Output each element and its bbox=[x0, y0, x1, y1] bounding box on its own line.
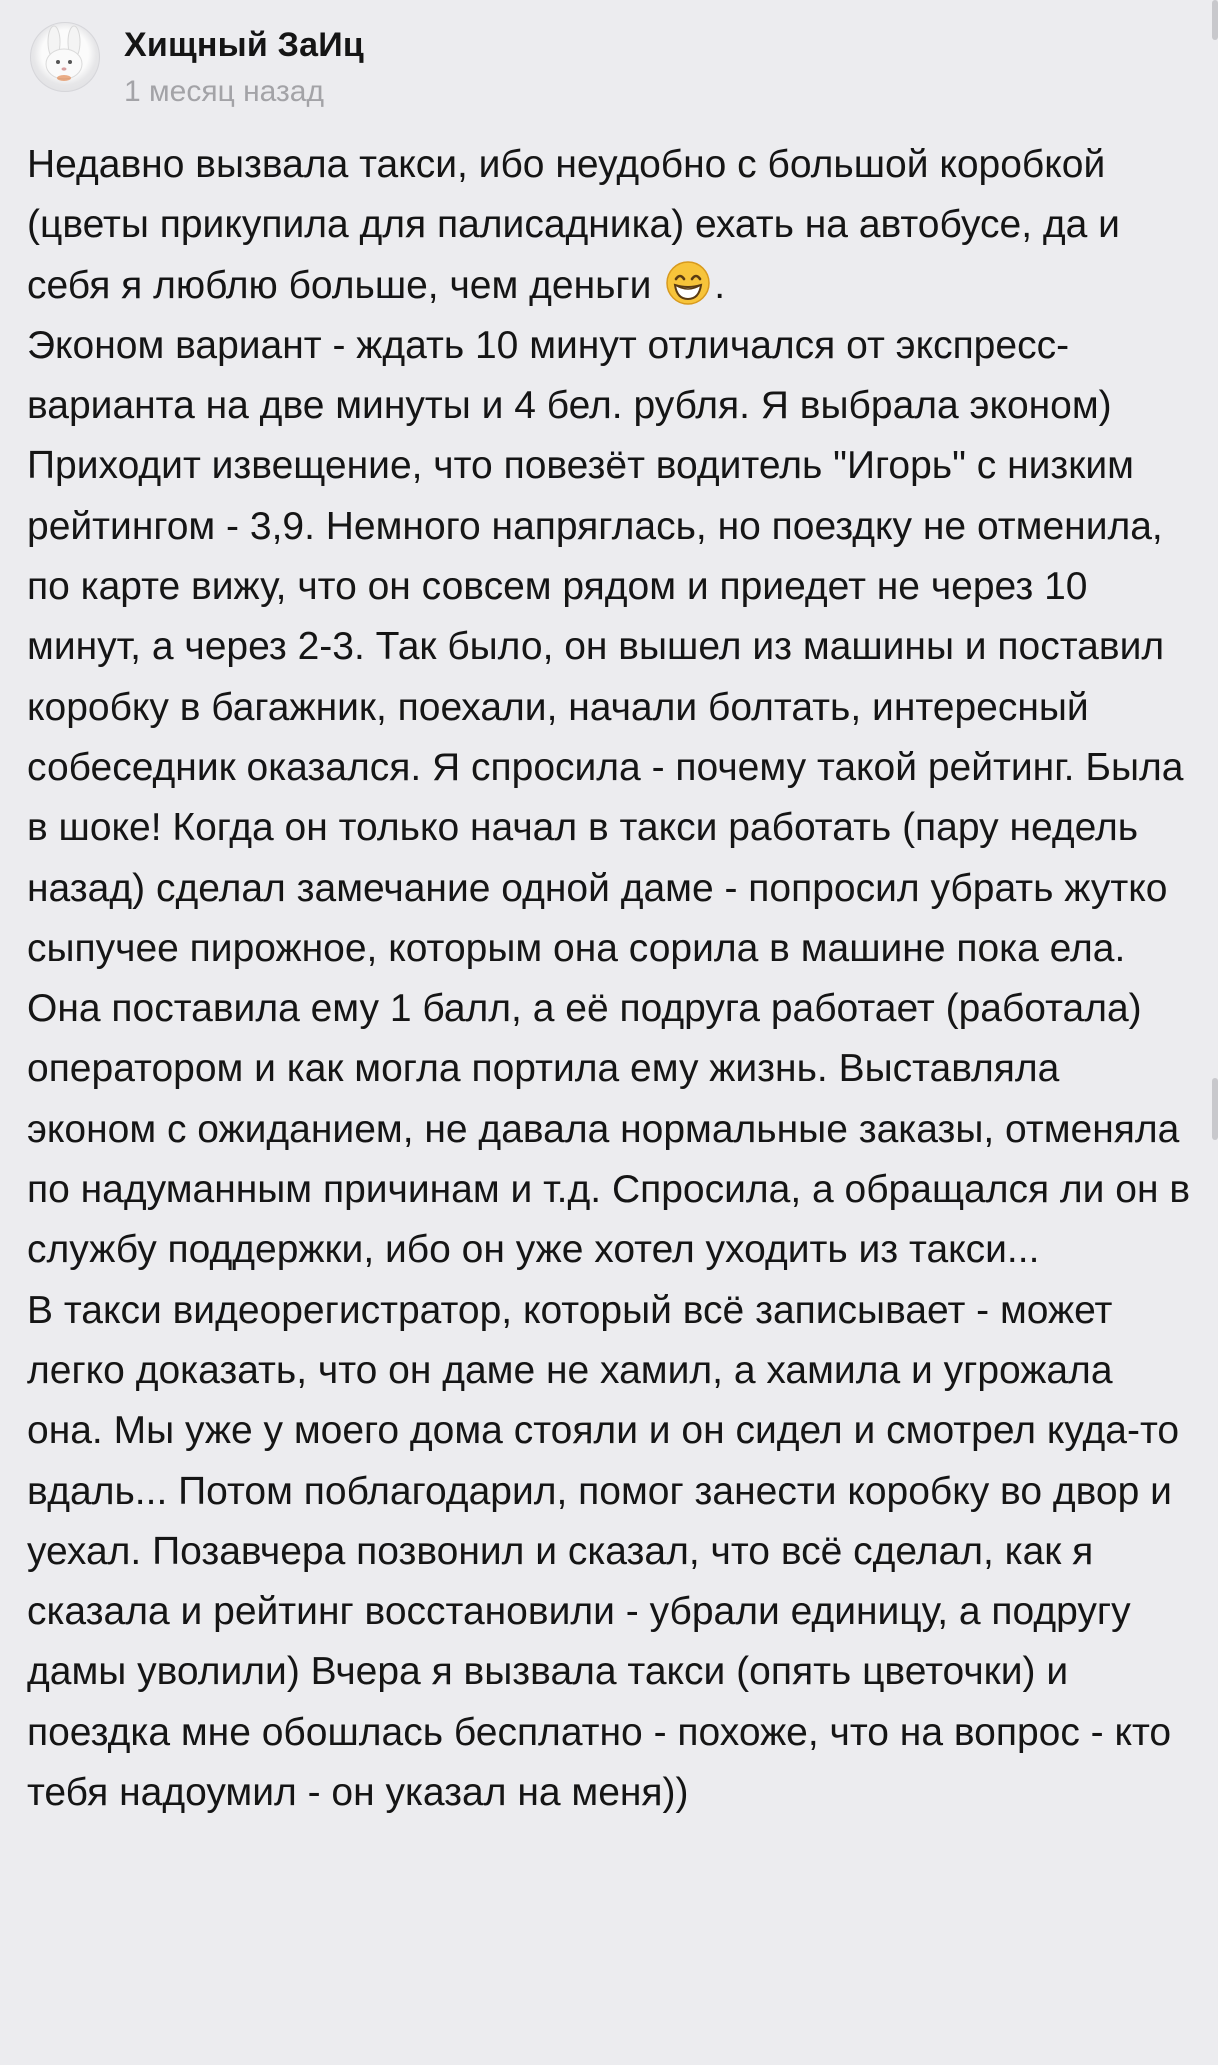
comment-timestamp: 1 месяц назад bbox=[124, 75, 324, 108]
comment-text-part2: . Эконом вариант - ждать 10 минут отличался от экспресс-варианта на две минуты и 4 бел. рубля. Я выбрала эконом) Приходит извещение, что повезёт водитель "Игорь" с низким рейтингом - 3,9. Немного напряглась, но поездку не отменила, по карте вижу, что он совсем рядом и приедет не через 10 минут, а через 2-3. Так было, он вышел из машины и поставил коробку в багажник, поехали, начали болтать, интересный собеседник оказался. Я спросила - почему такой рейтинг. Была в шоке! Когда он только начал в такси работать (пару недель назад) сделал замечание одной даме - попросил убрать жутко сыпучее пирожное, которым она сорила в машине пока ела. Она поставила ему 1 балл, а её подруга работает (работала) оператором и как могла портила ему жизнь. Выставляла эконом с ожиданием, не давала нормальные заказы, отменяла по надуманным причинам и т.д. Спросила, а обращался ли он в службу поддержки, ибо он уже хотел уходить из такси... В такси видеорегистратор, который всё записывает - может легко доказать, что он даме не хамил, а хамила и угрожала она. Мы уже у моего дома стояли и он сидел и смотрел куда-то вдаль... Потом поблагодарил, помог занести коробку во двор и уехал. Позавчера позвонил и сказал, что всё сделал, как я сказала и рейтинг восстановили - убрали единицу, а подругу дамы уволили) Вчера я вызвала такси (опять цветочки) и поездка мне обошлась бесплатно - похоже, что на вопрос - кто тебя надоумил - он указал на меня)) bbox=[27, 263, 1191, 1815]
avatar[interactable] bbox=[30, 22, 100, 92]
scrollbar-thumb-top[interactable] bbox=[1212, 0, 1218, 40]
comment-body bbox=[27, 135, 1192, 1823]
comment-header bbox=[30, 22, 1180, 108]
author-name[interactable]: Хищный ЗаИц bbox=[124, 26, 364, 64]
rabbit-avatar-icon bbox=[30, 22, 100, 92]
scrollbar-thumb[interactable] bbox=[1212, 1078, 1218, 1140]
grinning-face-emoji-icon bbox=[664, 259, 712, 307]
comment-text-part1: Недавно вызвала такси, ибо неудобно с большой коробкой (цветы прикупила для палисадника) ехать на автобусе, да и себя я люблю больше, чем деньги bbox=[27, 143, 1131, 307]
